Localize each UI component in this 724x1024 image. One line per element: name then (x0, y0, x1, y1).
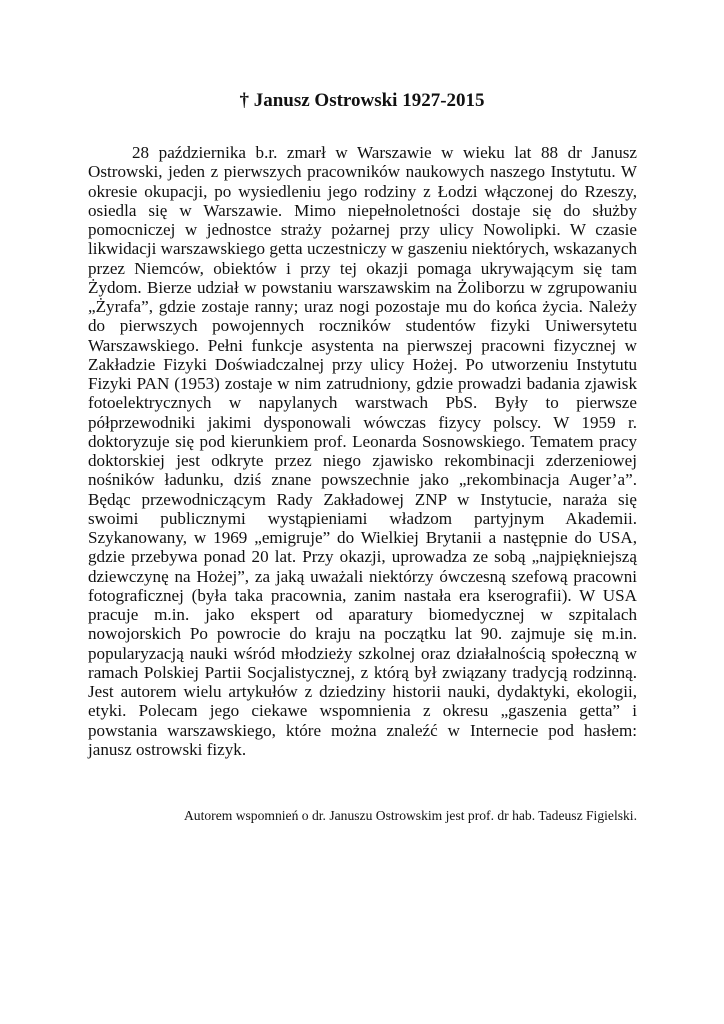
author-note: Autorem wspomnień o dr. Januszu Ostrowskim jest prof. dr hab. Tadeusz Figielski. (183, 808, 637, 823)
obituary-title: † Janusz Ostrowski 1927-2015 (239, 90, 485, 111)
obituary-body: 28 października b.r. zmarł w Warszawie w wieku lat 88 dr Janusz Ostrowski, jeden z pierwszych pracowników naukowych naszego Instytutu. W okresie okupacji, po wysiedleniu jego rodziny z Łodzi włączonej do Rzeszy, osiedla się w Warszawie. Mimo niepełnoletności dostaje się do służby pomocniczej w jednostce straży pożarnej przy ulicy Nowolipki. W czasie likwidacji warszawskiego getta uczestniczy w gaszeniu niektórych, wskazanych przez Niemców, obiektów i przy tej okazji pomaga ukrywającym się tam Żydom. Bierze udział w powstaniu warszawskim na Żoliborzu w zgrupowaniu „Żyrafa”, gdzie zostaje ranny; uraz nogi pozostaje mu do końca życia. Należy do pierwszych powojennych roczników studentów fizyki Uniwersytetu Warszawskiego. Pełni funkcje asystenta na pierwszej pracowni fizycznej w Zakładzie Fizyki Doświadczalnej przy ulicy Hożej. Po utworzeniu Instytutu Fizyki PAN (1953) zostaje w nim zatrudniony, gdzie prowadzi badania zjawisk fotoelektrycznych w napylanych warstwach PbS. Były to pierwsze półprzewodniki jakimi dysponowali wówczas fizycy polscy. W 1959 r. doktoryzuje się pod kierunkiem prof. Leonarda Sosnowskiego. Tematem pracy doktorskiej jest odkryte przez niego zjawisko rekombinacji zderzeniowej nośników ładunku, dziś znane powszechnie jako „rekombinacja Auger’a”. Będąc przewodniczącym Rady Zakładowej ZNP w Instytucie, naraża się swoimi publicznymi wystąpieniami władzom partyjnym Akademii. Szykanowany, w 1969 „emigruje” do Wielkiej Brytanii a następnie do USA, gdzie przebywa ponad 20 lat. Przy okazji, uprowadza ze sobą „najpiękniejszą dziewczynę na Hożej”, za jaką uważali niektórzy ówczesną szefową pracowni fotograficznej (była taka pracownia, zanim nastała era kserografii). W USA pracuje m.in. jako ekspert od aparatury biomedycznej w szpitalach nowojorskich Po powrocie do kraju na początku lat 90. zajmuje się m.in. popularyzacją nauki wśród młodzieży szkolnej oraz działalnością społeczną w ramach Polskiej Partii Socjalistycznej, z którą był związany tradycją rodzinną. Jest autorem wielu artykułów z dziedziny historii nauki, dydaktyki, ekologii, etyki. Polecam jego ciekawe wspomnienia z okresu „gaszenia getta” i powstania warszawskiego, które można znaleźć w Internecie pod hasłem: janusz ostrowski fizyk. (88, 143, 637, 759)
